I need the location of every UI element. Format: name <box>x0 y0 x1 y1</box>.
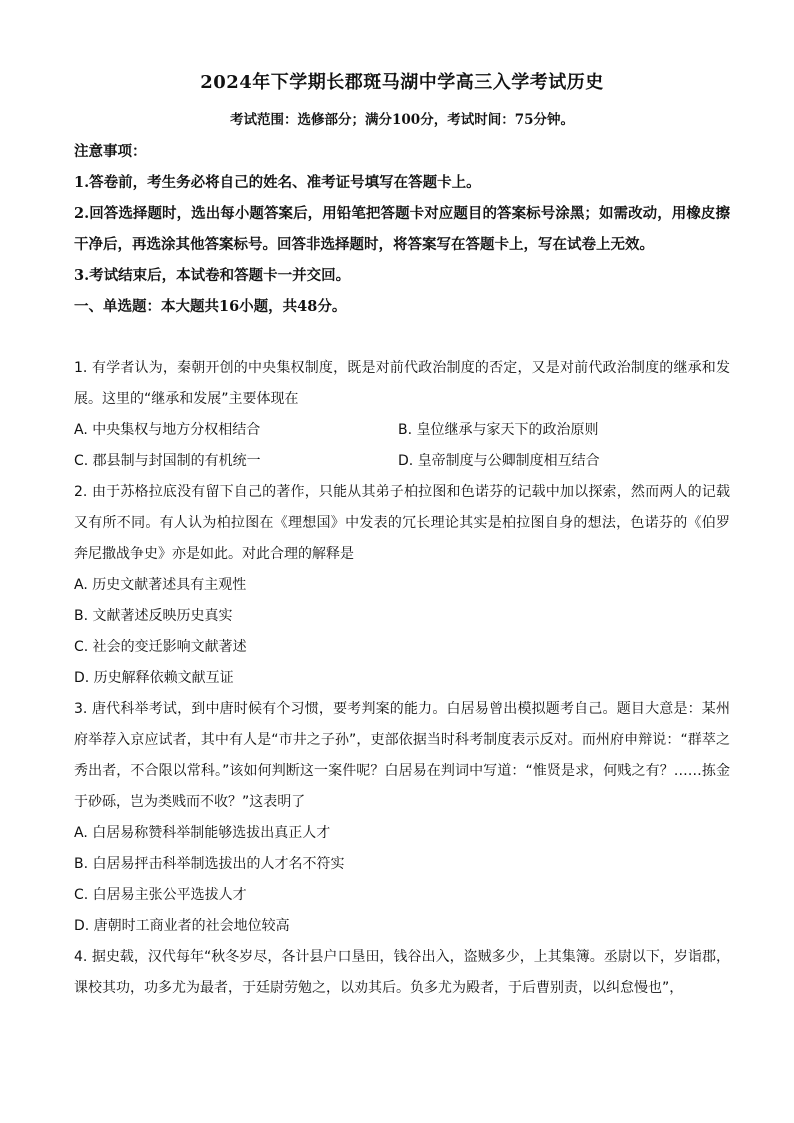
option-b[interactable]: B. 白居易抨击科举制选拔出的人才名不符实 <box>74 856 345 872</box>
note-item-3: 3.考试结束后，本试卷和答题卡一并交回。 <box>74 267 351 284</box>
exam-title: 2024年下学期长郡斑马湖中学高三入学考试历史 <box>200 72 604 93</box>
option-c[interactable]: C. 社会的变迁影响文献著述 <box>74 639 247 655</box>
option-c[interactable]: C. 白居易主张公平选拔人才 <box>74 887 247 903</box>
option-row <box>74 415 730 446</box>
option-a[interactable]: A. 中央集权与地方分权相结合 <box>74 422 261 438</box>
option-d[interactable]: D. 皇帝制度与公卿制度相互结合 <box>398 453 600 469</box>
question-4 <box>74 942 730 1004</box>
section-heading: 一、单选题：本大题共16小题，共48分。 <box>74 298 347 315</box>
question-3 <box>74 694 730 942</box>
question-stem: 2. 由于苏格拉底没有留下自己的著作，只能从其弟子柏拉图和色诺芬的记载中加以探索，然而两人的记载又有所不同。有人认为柏拉图在《理想国》中发表的冗长理论其实是柏拉图自身的想法，色诺芬的《伯罗奔尼撒战争史》亦是如此。对此合理的解释是 <box>74 484 730 562</box>
question-stem: 3. 唐代科举考试，到中唐时候有个习惯，要考判案的能力。白居易曾出模拟题考自己。题目大意是：某州府举荐入京应试者，其中有人是“市井之子孙”，吏部依据当时科考制度表示反对。而州府申辩说：“群萃之秀出者，不合限以常科。”该如何判断这一案件呢？白居易在判词中写道：“惟贤是求，何贱之有？……拣金于砂砾，岂为类贱而不收？”这表明了 <box>74 701 730 810</box>
option-d[interactable]: D. 历史解释依赖文献互证 <box>74 670 234 686</box>
exam-subtitle: 考试范围：选修部分；满分100分，考试时间：75分钟。 <box>230 112 574 128</box>
option-a[interactable]: A. 历史文献著述具有主观性 <box>74 577 247 593</box>
option-d[interactable]: D. 唐朝时工商业者的社会地位较高 <box>74 918 290 934</box>
note-item-1: 1.答卷前，考生务必将自己的姓名、准考证号填写在答题卡上。 <box>74 174 481 191</box>
option-b[interactable]: B. 皇位继承与家天下的政治原则 <box>398 422 599 438</box>
option-b[interactable]: B. 文献著述反映历史真实 <box>74 608 233 624</box>
option-row <box>74 446 730 477</box>
question-stem: 1. 有学者认为，秦朝开创的中央集权制度，既是对前代政治制度的否定，又是对前代政治制度的继承和发展。这里的“继承和发展”主要体现在 <box>74 360 730 407</box>
option-a[interactable]: A. 白居易称赞科举制能够选拔出真正人才 <box>74 825 331 841</box>
option-c[interactable]: C. 郡县制与封国制的有机统一 <box>74 453 261 469</box>
question-1 <box>74 353 730 477</box>
question-2 <box>74 477 730 694</box>
question-stem: 4. 据史载，汉代每年“秋冬岁尽，各计县户口垦田，钱谷出入，盗贼多少，上其集簿。丞尉以下，岁诣郡，课校其功，功多尤为最者，于廷尉劳勉之，以劝其后。负多尤为殿者，于后曹别责，以纠怠慢也”， <box>74 949 730 996</box>
notes-section <box>74 136 730 322</box>
note-item-2: 2.回答选择题时，选出每小题答案后，用铅笔把答题卡对应题目的答案标号涂黑；如需改动，用橡皮擦干净后，再选涂其他答案标号。回答非选择题时，将答案写在答题卡上，写在试卷上无效。 <box>74 205 730 253</box>
notes-heading: 注意事项： <box>74 143 147 160</box>
